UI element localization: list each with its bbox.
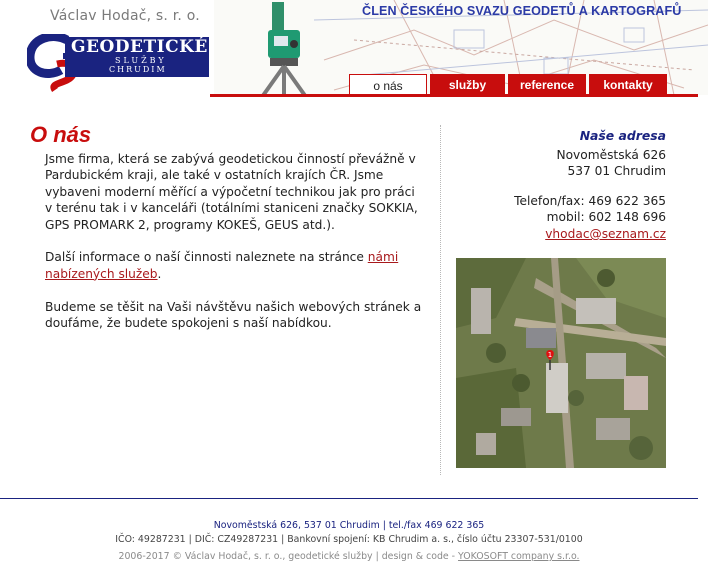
address-title: Naše adresa xyxy=(579,128,666,143)
banner-text: ČLEN ČESKÉHO SVAZU GEODETŮ A KARTOGRAFŮ xyxy=(362,4,682,18)
copyright-text: 2006-2017 © Václav Hodač, s. r. o., geodetické služby | design & code - xyxy=(118,551,459,562)
contact-phone: Telefon/fax: 469 622 365 xyxy=(514,194,666,208)
tab-o-nas[interactable]: o nás xyxy=(349,74,427,97)
map-marker-label: 1 xyxy=(547,351,553,359)
company-name: Václav Hodač, s. r. o. xyxy=(50,8,200,24)
logo-subtitle-1: SLUŽBY xyxy=(115,56,167,65)
header xyxy=(0,0,708,97)
nav-underline xyxy=(210,94,698,97)
logo-subtitle-2: CHRUDIM xyxy=(109,65,167,74)
footer-copyright xyxy=(0,551,698,562)
footer-company-ids: IČO: 49287231 | DIČ: CZ49287231 | Bankovní spojení: KB Chrudim a. s., číslo účtu 23307-531/0100 xyxy=(115,534,583,545)
credit-link[interactable]: YOKOSOFT company s.r.o. xyxy=(458,551,580,562)
main-content xyxy=(45,151,423,348)
page-title: O nás xyxy=(30,122,92,147)
address-street: Novoměstská 626 xyxy=(556,148,666,162)
location-map[interactable] xyxy=(456,258,666,468)
main-nav xyxy=(349,74,670,96)
logo-title: GEODETICKÉ xyxy=(71,37,208,57)
services-text-end: . xyxy=(157,266,162,281)
services-text: Další informace o naší činnosti naleznete na stránce xyxy=(45,250,368,265)
services-link[interactable]: námi nabízených služeb xyxy=(45,250,399,281)
footer-divider xyxy=(0,498,698,499)
total-station-icon xyxy=(248,0,320,95)
intro-paragraph: Jsme firma, která se zabývá geodetickou činností převážně v Pardubickém kraji, ale také v ostatních krajích ČR. Jsme vybaveni moderní měřící a výpočetní technikou jak pro práci v terénu tak i v kanceláři (totálními staniceni značky SOKKIA, GPS PROMARK 2, programy KOKEŠ, GEUS atd.). xyxy=(45,152,418,232)
tab-kontakty[interactable]: kontakty xyxy=(589,74,667,95)
tab-sluzby[interactable]: služby xyxy=(430,74,505,95)
contact-mobile: mobil: 602 148 696 xyxy=(546,210,666,224)
footer-address: Novoměstská 626, 537 01 Chrudim | tel./fax 469 622 365 xyxy=(213,520,485,531)
company-logo[interactable] xyxy=(27,34,209,92)
closing-paragraph: Budeme se těšit na Vaši návštěvu našich webových stránek a doufáme, že budete spokojeni s naší nabídkou. xyxy=(45,299,422,331)
address-city: 537 01 Chrudim xyxy=(567,164,666,178)
contact-email-link[interactable]: vhodac@seznam.cz xyxy=(545,227,666,241)
column-divider xyxy=(440,125,441,475)
tab-reference[interactable]: reference xyxy=(508,74,586,95)
services-paragraph xyxy=(45,249,423,282)
aerial-map-image xyxy=(456,258,666,468)
